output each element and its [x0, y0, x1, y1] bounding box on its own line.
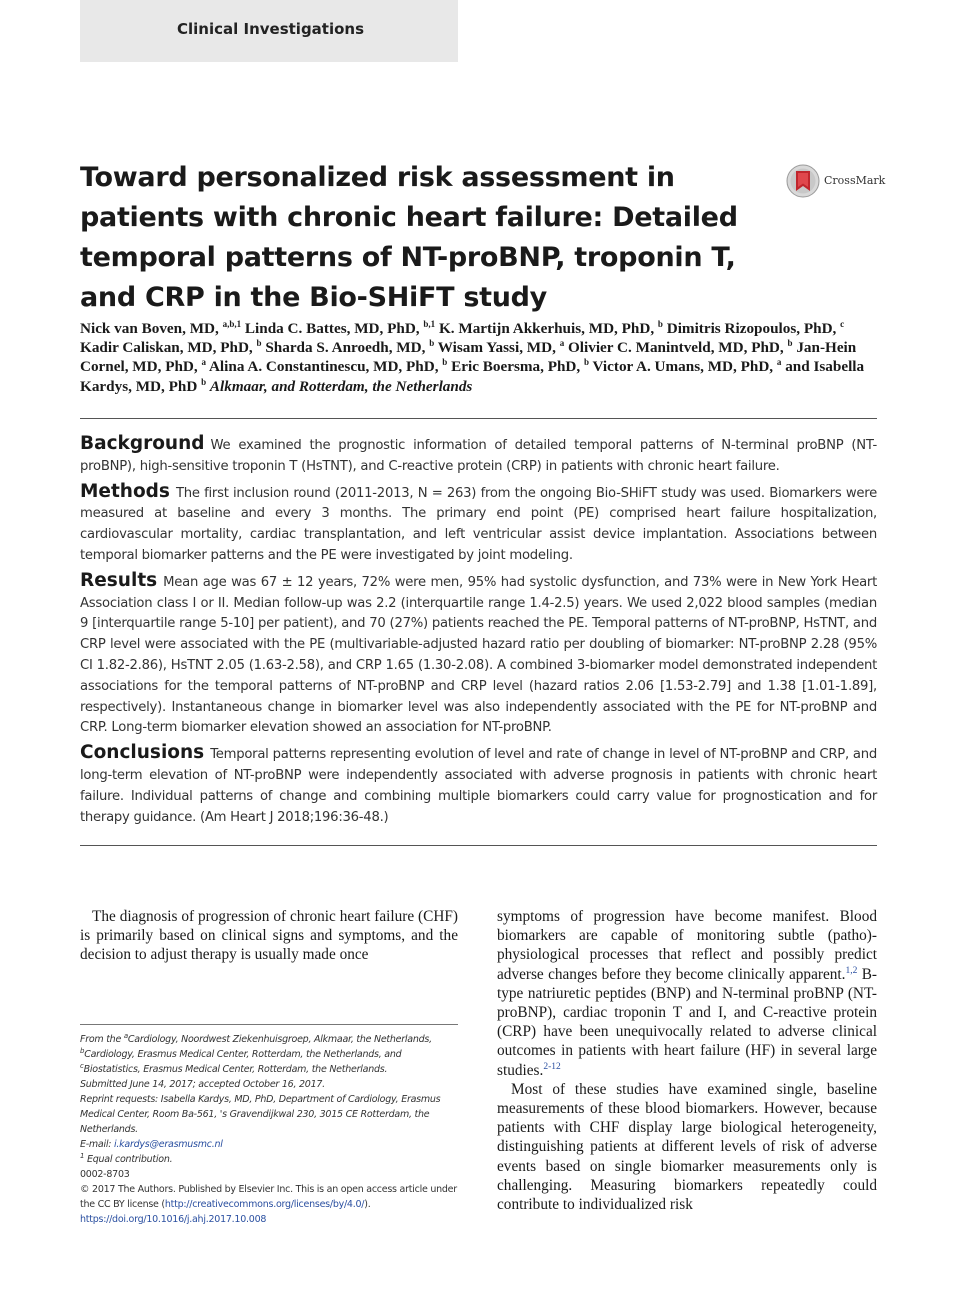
author-name: Kadir Caliskan, MD, PhD, — [80, 339, 253, 357]
section-tab — [80, 0, 458, 62]
author-affiliation: a — [559, 338, 565, 349]
crossmark-label: CrossMark — [824, 174, 886, 187]
footnote-license — [80, 1182, 458, 1212]
author-name: Eric Boersma, PhD, — [451, 358, 581, 376]
abstract-background — [80, 434, 877, 478]
footnotes — [80, 1032, 458, 1227]
author-affiliation: b,1 — [423, 319, 436, 329]
body-paragraph: Most of these studies have examined single, baseline measurements of these blood biomarkers. However, because patients with CHF display large biological heterogeneity, distinguishing patients at different levels of risk of adverse events based on single biomarker measurements only is challenging. Measuring biomarkers repeatedly could contribute to individualized risk — [497, 1080, 877, 1214]
footnote-sup: c — [80, 1062, 84, 1070]
abstract-methods — [80, 482, 877, 567]
footnote-text: © 2017 The Authors. Published by Elsevier Inc. This is an open access article under the CC BY license ( — [80, 1184, 457, 1210]
footnote-reprint: Reprint requests: Isabella Kardys, MD, PhD, Department of Cardiology, Erasmus Medical Center, Room Ba-561, 's Gravendijkwal 230, 3015 CE Rotterdam, the Netherlands. — [80, 1094, 441, 1135]
abstract-top-rule — [80, 418, 877, 419]
footnote-issn: 0002-8703 — [80, 1169, 130, 1180]
footnote-text: Equal contribution. — [84, 1154, 173, 1165]
footnote-sup: a — [123, 1032, 128, 1040]
footnote-email — [80, 1137, 458, 1152]
abstract — [80, 434, 877, 832]
footnote-doi — [80, 1212, 458, 1227]
body-paragraph: The diagnosis of progression of chronic heart failure (CHF) is primarily based on clinical signs and symptoms, and the decision to adjust therapy is usually made once — [80, 908, 458, 964]
author-affiliation: a,b,1 — [222, 319, 242, 329]
body-text: B-type natriuretic peptides (BNP) and N-terminal proBNP (NT-proBNP), cardiac troponin T and I, and C-reactive protein (CRP) have been unequivocally related to adverse clinical outcomes in patients with heart failure (HF) in several large studies. — [497, 965, 877, 1079]
author-affiliation: b — [583, 357, 589, 368]
background-text: We examined the prognostic information of detailed temporal patterns of N-terminal proBNP (NT-proBNP), high-sensitive troponin T (HsTNT), and C-reactive protein (CRP) in patients with chronic heart failure. — [80, 438, 877, 474]
methods-heading: Methods — [80, 480, 170, 502]
footnote-text: Cardiology, Erasmus Medical Center, Rotterdam, the Netherlands, and — [84, 1049, 402, 1060]
license-link[interactable]: http://creativecommons.org/licenses/by/4.0/ — [164, 1199, 365, 1210]
conclusions-text: Temporal patterns representing evolution of level and rate of change in level of NT-proBNP and CRP, and long-term elevation of NT-proBNP were independently associated with adverse prognosis in patients with chronic heart failure. Individual patterns of change and combining multiple biomarkers could carry value for prognostication and for therapy guidance. (Am Heart J 2018;196:36-48.) — [80, 747, 877, 825]
author-name: Jan-Hein Cornel, MD, PhD, — [80, 339, 857, 376]
author-name: Olivier C. Manintveld, MD, PhD, — [567, 339, 784, 357]
author-affiliation: a — [776, 357, 782, 368]
footnote-text: From the — [80, 1034, 124, 1045]
footnote-text: ). — [364, 1199, 371, 1210]
results-heading: Results — [80, 569, 158, 591]
crossmark-icon — [786, 164, 820, 198]
author-name: Wisam Yassi, MD, — [437, 339, 556, 357]
doi-link[interactable]: https://doi.org/10.1016/j.ahj.2017.10.008 — [80, 1214, 267, 1225]
citation-link[interactable]: 1,2 — [845, 965, 858, 976]
footnote-sup: b — [80, 1047, 85, 1055]
abstract-results — [80, 571, 877, 739]
footnote-rule — [80, 1024, 458, 1025]
author-name: Dimitris Rizopoulos, PhD, — [666, 320, 837, 337]
crossmark-badge[interactable] — [786, 164, 896, 200]
author-affiliation: b — [787, 338, 793, 349]
author-name: Sharda S. Anroedh, MD, — [265, 339, 426, 357]
author-name: and Isabella Kardys, MD, PhD — [80, 358, 865, 395]
author-list — [80, 319, 880, 396]
email-link[interactable]: i.kardys@erasmusmc.nl — [114, 1139, 223, 1150]
conclusions-heading: Conclusions — [80, 742, 205, 764]
footnote-submitted: Submitted June 14, 2017; accepted October 16, 2017. — [80, 1079, 325, 1090]
footnote-sup: 1 — [80, 1152, 85, 1160]
footnote-text: Biostatistics, Erasmus Medical Center, Rotterdam, the Netherlands. — [83, 1064, 388, 1075]
author-affiliation: b — [256, 338, 262, 349]
author-affiliation: c — [840, 319, 845, 329]
author-name: Nick van Boven, MD, — [80, 320, 219, 337]
abstract-bottom-rule — [80, 845, 877, 846]
footnote-equal — [80, 1152, 458, 1167]
footnote-text: E-mail: — [80, 1139, 115, 1150]
article-title: Toward personalized risk assessment in patients with chronic heart failure: Detailed temporal patterns of NT-proBNP, troponin T, and CRP in the Bio-SHiFT study — [80, 162, 738, 313]
author-affiliation: a — [201, 357, 206, 368]
methods-text: The first inclusion round (2011-2013, N = 263) from the ongoing Bio-SHiFT study was used. Biomarkers were measured at baseline and every 3 months. The primary end point (PE) comprised heart failure hospitalization, cardiovascular mortality, cardiac transplantation, and left ventricular assist device implantation. Associations between temporal biomarker patterns and the PE were investigated by joint modeling. — [80, 485, 877, 563]
author-name: K. Martijn Akkerhuis, MD, PhD, — [438, 320, 655, 337]
author-affiliation: b — [657, 319, 663, 329]
author-name: Alina A. Constantinescu, MD, PhD, — [208, 358, 439, 376]
author-affiliation: b — [429, 338, 435, 349]
background-heading: Background — [80, 433, 205, 454]
author-location: Alkmaar, and Rotterdam, the Netherlands — [209, 377, 473, 395]
author-affiliation: b — [201, 376, 207, 387]
section-label: Clinical Investigations — [177, 20, 365, 38]
body-paragraph — [497, 907, 877, 1080]
author-name: Victor A. Umans, MD, PhD, — [592, 358, 774, 376]
body-column-right — [497, 907, 877, 1214]
body-column-left — [80, 907, 458, 965]
citation-link[interactable]: 2-12 — [543, 1061, 561, 1072]
footnote-affiliations — [80, 1032, 458, 1077]
body-text: symptoms of progression have become manifest. Blood biomarkers are capable of monitoring subtle (patho)-physiological processes that reflect and possibly predict adverse changes before they become clinically apparent. — [497, 908, 877, 983]
results-text: Mean age was 67 ± 12 years, 72% were men, 95% had systolic dysfunction, and 73% were in New York Heart Association class I or II. Median follow-up was 2.2 (interquartile range 1.4-2.5) years. We used 2,022 blood samples (median 9 [interquartile range 5-10] per patient), and 70 (27%) patients reached the PE. Temporal patterns of NT-proBNP, HsTNT, and CRP level were associated with the PE (multivariable-adjusted hazard ratio per doubling of biomarker: NT-proBNP 2.28 (95% CI 1.82-2.86), HsTNT 2.05 (1.63-2.58), and CRP 1.65 (1.30-2.08). A combined 3-biomarker model demonstrated independent associations for the temporal patterns of NT-proBNP and CRP level (hazard ratios 2.06 [1.53-2.79] and 1.38 [1.01-1.89], respectively). Instantaneous change in biomarker level was also independently associated with the PE for NT-proBNP and CRP. Long-term biomarker elevation showed an association for NT-proBNP. — [80, 574, 877, 736]
abstract-conclusions — [80, 743, 877, 828]
author-affiliation: b — [442, 357, 448, 368]
author-name: Linda C. Battes, MD, PhD, — [244, 320, 420, 337]
footnote-text: Cardiology, Noordwest Ziekenhuisgroep, Alkmaar, the Netherlands, — [127, 1034, 432, 1045]
